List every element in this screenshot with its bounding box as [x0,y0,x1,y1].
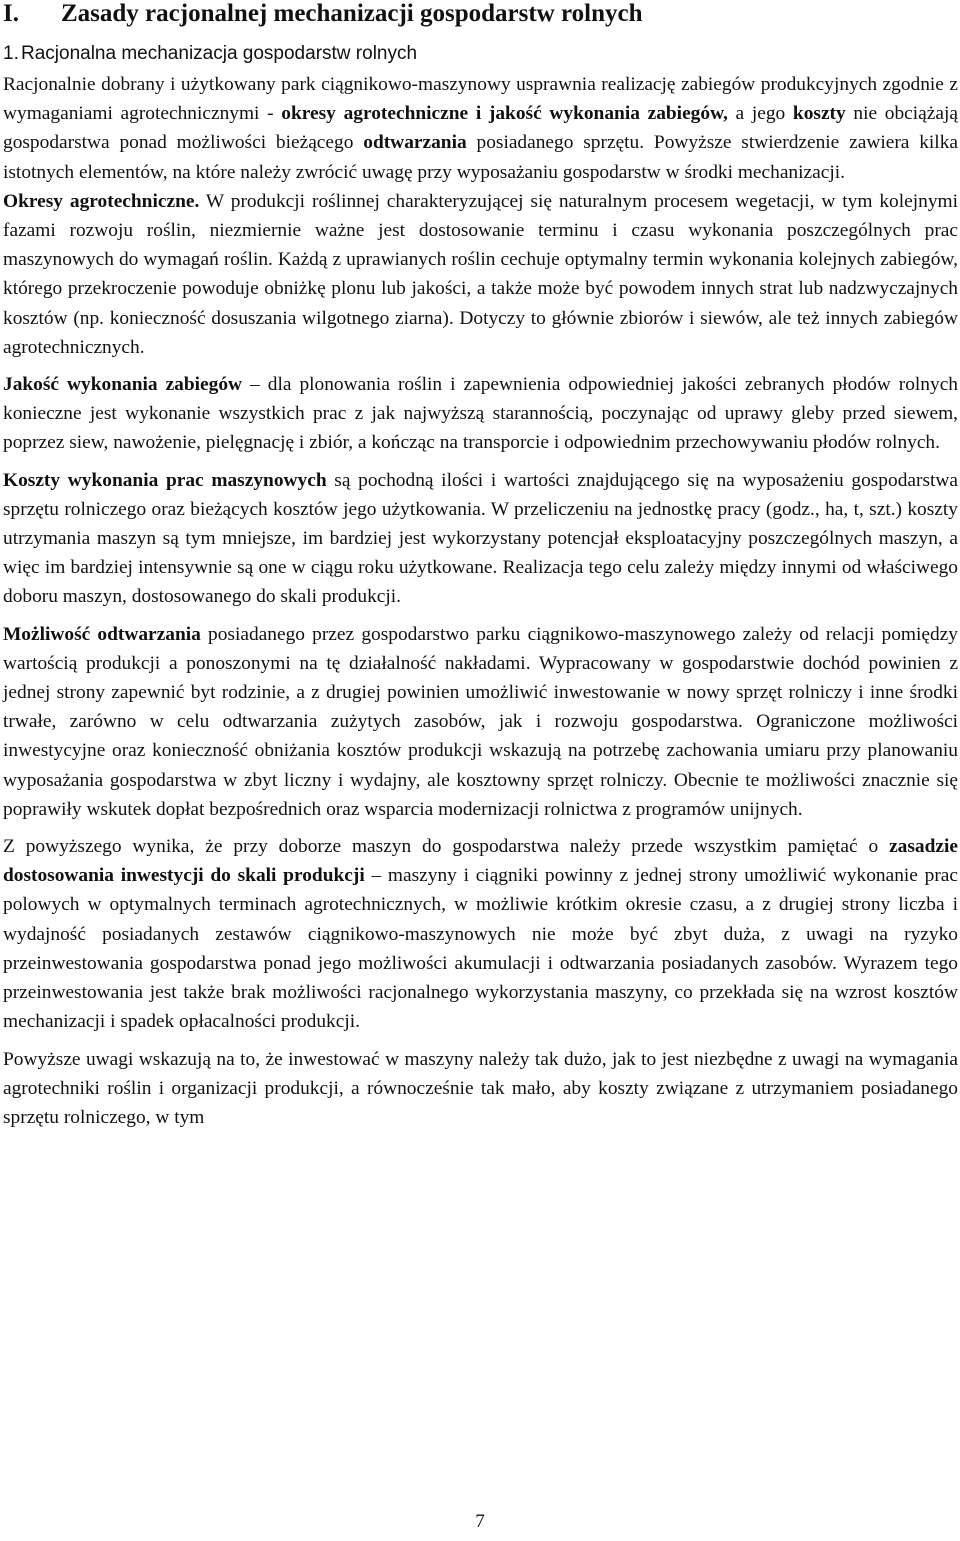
text-run: są pochodną ilości i wartości znajdującego się na wyposażeniu gospodarstwa sprzętu rolniczego oraz bieżących kosztów jego użytkowania. W przeliczeniu na jednostkę pracy (godz., ha, t, szt.) koszty utrzymania maszyn są tym mniejsze, im bardziej jest wykorzystany potencjał eksploatacyjny poszczególnych maszyn, a więc im bardziej intensywnie są one w ciągu roku użytkowane. Realizacja tego celu zależy między innymi od właściwego doboru maszyn, dostosowanego do skali produkcji. [3,469,959,608]
text-run: W produkcji roślinnej charakteryzującej się naturalnym procesem wegetacji, w tym kolejnymi fazami rozwoju roślin, niezmiernie ważne jest dostosowanie terminu i czasu wykonania poszczególnych prac maszynowych do wymagań roślin. Każdą z uprawianych roślin cechuje optymalny termin wykonania kolejnych zabiegów, którego przekroczenie powoduje obniżkę plonu lub jakości, a także może być powodem innych strat lub nadzwyczajnych kosztów (np. konieczność dosuszania wilgotnego ziarna). Dotyczy to głównie zbiorów i siewów, ale też innych zabiegów agrotechnicznych. [3,190,958,358]
bold-text-run: odtwarzania [363,132,467,154]
paragraph-zasada [3,832,958,1036]
text-run: Z powyższego wynika, że przy doborze maszyn do gospodarstwa należy przede wszystkim pamiętać o [3,836,890,858]
bold-text-run: koszty [792,103,846,125]
paragraph-uwagi [3,1045,958,1133]
chapter-title: Zasady racjonalnej mechanizacji gospodarstw rolnych [61,0,643,27]
paragraph-odtwarzanie [3,620,958,824]
bold-text-run: Jakość wykonania zabiegów [3,374,243,396]
section-title: Racjonalna mechanizacja gospodarstw rolnych [21,43,418,64]
paragraph-intro [3,70,958,187]
bold-text-run: okresy agrotechniczne i jakość wykonania zabiegów, [281,103,728,125]
chapter-heading [3,0,958,28]
text-run: posiadanego sprzętu. Powyższe stwierdzenie zawiera kilka istotnych elementów, na które należy zwrócić uwagę przy wyposażaniu gospodarstw w środki mechanizacji. [3,132,958,183]
chapter-number: I. [3,0,19,27]
text-run: – dla plonowania roślin i zapewnienia odpowiedniej jakości zebranych płodów rolnych konieczne jest wykonanie wszystkich prac z jak najwyższą starannością, poczynając od uprawy gleby przed siewem, poprzez siew, nawożenie, pielęgnację i zbiór, a kończąc na transporcie i odpowiednim przechowywaniu płodów rolnych. [3,374,959,454]
text-run: a jego [727,103,793,125]
section-heading [3,42,958,66]
bold-text-run: Okresy agrotechniczne. [3,190,200,212]
text-run: – maszyny i ciągniki powinny z jednej strony umożliwić wykonanie prac polowych w optymalnych terminach agrotechnicznych, w możliwie krótkim okresie czasu, a z drugiej strony liczba i wydajność posiadanych zestawów ciągnikowo-maszynowych nie może być zbyt duża, z uwagi na ryzyko przeinwestowania gospodarstwa ponad jego możliwości akumulacji i odtwarzania posiadanych zasobów. Wyrazem tego przeinwestowania jest także brak możliwości racjonalnego wykorzystania maszyny, co przekłada się na wzrost kosztów mechanizacji i spadek opłacalności produkcji. [3,865,958,1033]
section-number: 1. [3,43,19,64]
bold-text-run: Możliwość odtwarzania [3,623,201,645]
text-run: Powyższe uwagi wskazują na to, że inwestować w maszyny należy tak dużo, jak to jest niezbędne z uwagi na wymagania agrotechniki roślin i organizacji produkcji, a równocześnie tak mało, aby koszty związane z utrzymaniem posiadanego sprzętu rolniczego, w tym [3,1048,958,1128]
paragraph-okresy [3,187,958,362]
text-run: nie obciążają gospodarstwa ponad możliwości bieżącego [3,103,958,154]
text-run: Racjonalnie dobrany i użytkowany park ciągnikowo-maszynowy usprawnia realizację zabiegów produkcyjnych zgodnie z wymaganiami agrotechnicznymi - [3,74,958,125]
text-run: posiadanego przez gospodarstwo parku ciągnikowo-maszynowego zależy od relacji pomiędzy wartością produkcji a ponoszonymi na tę działalność nakładami. Wypracowany w gospodarstwie dochód powinien z jednej strony zapewnić byt rodzinie, a z drugiej powinien umożliwić inwestowanie w nowy sprzęt rolniczy i inne środki trwałe, zarówno w celu odtwarzania zużytych zasobów, jak i rozwoju gospodarstwa. Ograniczone możliwości inwestycyjne oraz konieczność obniżania kosztów produkcji wskazują na potrzebę zachowania umiaru przy planowaniu wyposażania gospodarstwa w zbyt liczny i wydajny, ale kosztowny sprzęt rolniczy. Obecnie te możliwości znacznie się poprawiły wskutek dopłat bezpośrednich oraz wsparcia modernizacji rolnictwa z programów unijnych. [3,623,958,820]
body-text [3,70,958,1132]
bold-text-run: zasadzie dostosowania inwestycji do skali produkcji [3,836,958,887]
paragraph-koszty [3,466,958,612]
page-number: 7 [475,1511,485,1532]
bold-text-run: Koszty wykonania prac maszynowych [3,469,327,491]
paragraph-jakosc [3,370,958,458]
